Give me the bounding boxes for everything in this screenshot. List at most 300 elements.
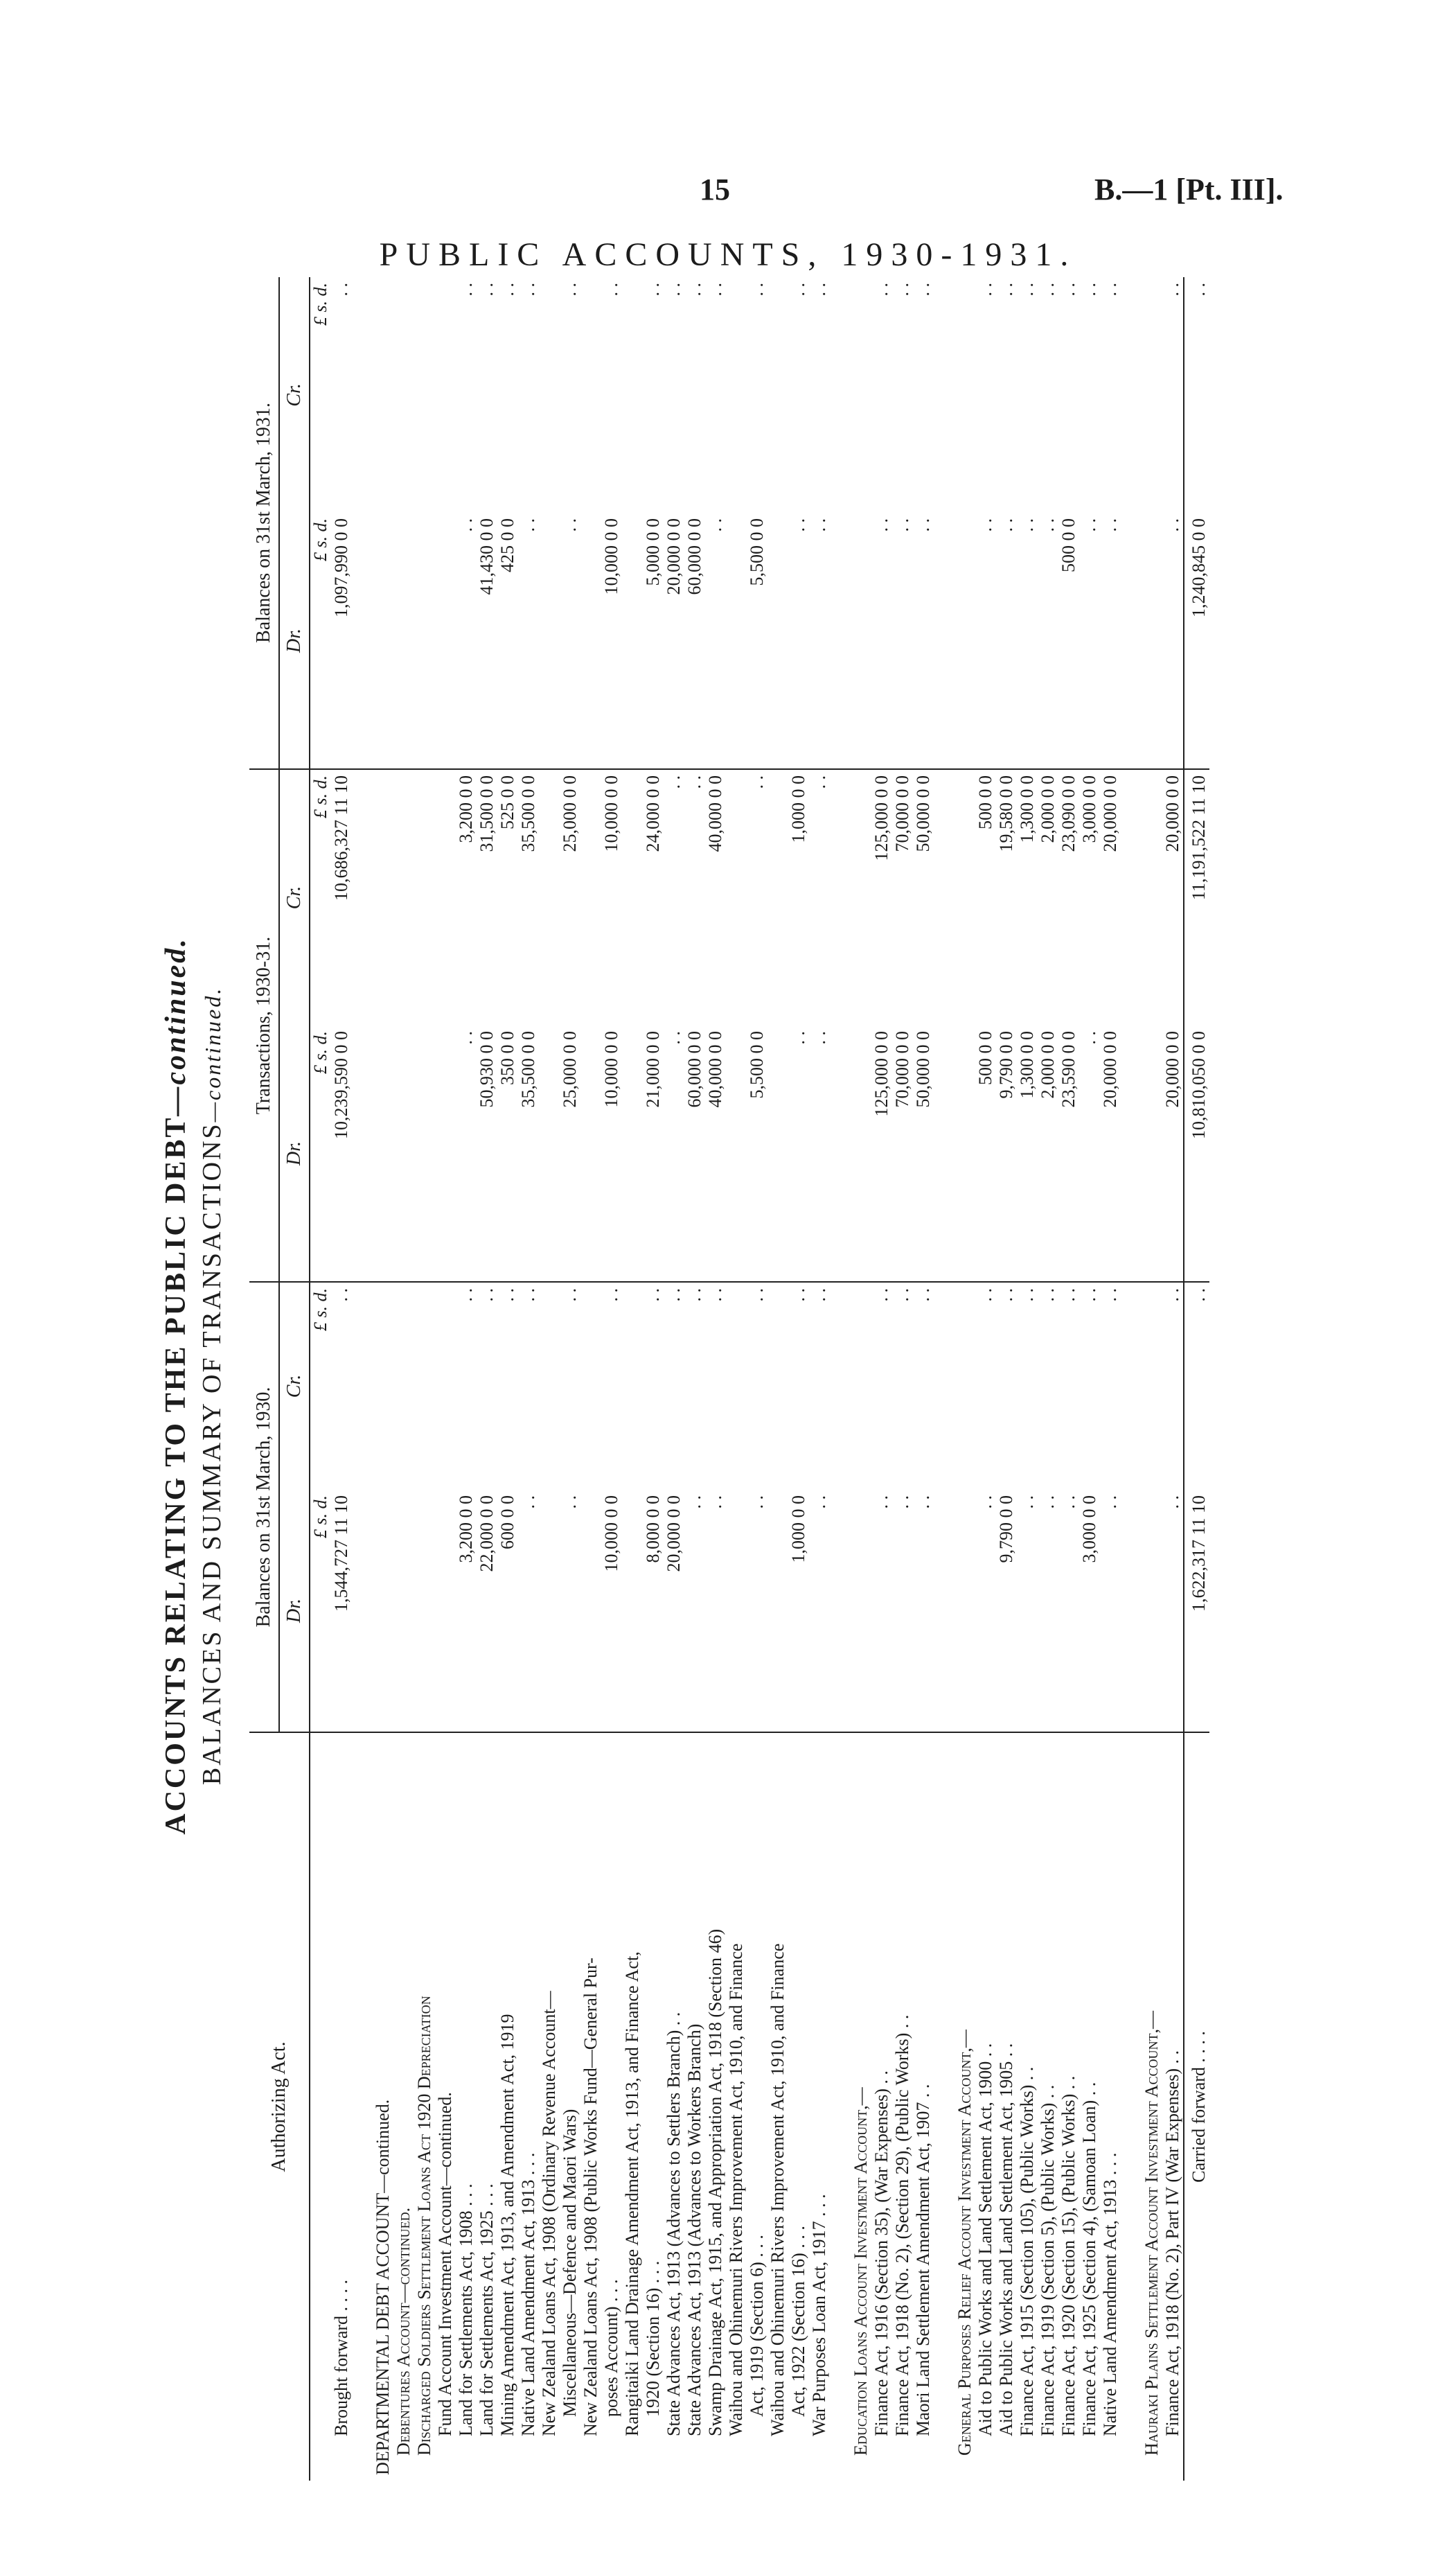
cell-c31: . . xyxy=(892,282,912,297)
cell-d31: . . xyxy=(1038,513,1058,769)
cell-d30 xyxy=(767,1490,788,1732)
cell-c31: . . xyxy=(1100,282,1120,297)
row-label: State Advances Act, 1913 (Advances to Workers Branch) xyxy=(684,2023,704,2436)
cell-tdr xyxy=(1121,1026,1142,1282)
cell-d31: . . xyxy=(975,513,996,769)
cell-c31: . . xyxy=(477,282,497,297)
total-tcr: 11,191,522 11 10 xyxy=(1184,769,1209,1026)
table-row xyxy=(414,277,435,2481)
row-label: Finance Act, 1916 (Section 35), (War Expenses) . . xyxy=(871,2070,891,2436)
cell-d31 xyxy=(1121,513,1142,769)
table-row xyxy=(664,277,684,2481)
col-dr-1930: Dr. xyxy=(279,1490,310,1732)
cell-d30: . . xyxy=(747,1490,767,1732)
cell-tdr: . . xyxy=(664,1026,684,1282)
total-tdr: 10,810,050 0 0 xyxy=(1184,1026,1209,1282)
row-label: Miscellaneous—Defence and Maori Wars) xyxy=(560,2109,580,2417)
cell-d30: 20,000 0 0 xyxy=(664,1490,684,1732)
units-row xyxy=(310,277,331,2481)
col-balances-1931: Balances on 31st March, 1931. xyxy=(249,277,279,769)
table-row xyxy=(871,277,892,2481)
row-label: Act, 1922 (Section 16) . . . xyxy=(788,2226,808,2417)
cell-tcr: 3,200 0 0 xyxy=(456,775,476,843)
row-label: Waihou and Ohinemuri Rivers Improvement Act, 1910, and Finance xyxy=(726,1943,746,2436)
cell-d31: . . xyxy=(892,513,913,769)
cell-tcr: 40,000 0 0 xyxy=(705,775,725,852)
table-row xyxy=(539,277,560,2481)
cell-d31: . . xyxy=(1100,513,1121,769)
cell-d31: . . xyxy=(996,513,1017,769)
cell-tdr: 5,500 0 0 xyxy=(747,1026,767,1282)
table-row xyxy=(830,277,851,2481)
cell-c31: . . xyxy=(684,282,704,297)
cell-tdr xyxy=(830,1026,851,1282)
cell-tcr: 50,000 0 0 xyxy=(913,775,933,852)
cell-c30: . . xyxy=(456,1287,476,1302)
cell-d30 xyxy=(830,1490,851,1732)
cell-d31 xyxy=(934,513,955,769)
col-authorizing-act: Authorizing Act. xyxy=(249,1732,310,2481)
cell-tdr: 9,790 0 0 xyxy=(996,1026,1017,1282)
total-row xyxy=(1184,277,1209,2481)
col-cr-1930: Cr. xyxy=(279,1282,310,1490)
cell-tcr xyxy=(1142,769,1162,1026)
row-label: Aid to Public Works and Land Settlement Act, 1905 . . xyxy=(996,2043,1016,2436)
cell-tcr xyxy=(830,769,851,1026)
cell-d30 xyxy=(393,1490,414,1732)
cell-d31: 60,000 0 0 xyxy=(684,513,705,769)
cell-tcr xyxy=(851,769,871,1026)
cell-c30: . . xyxy=(913,1287,933,1302)
table-row xyxy=(809,277,830,2481)
cell-tdr: 35,500 0 0 xyxy=(518,1026,539,1282)
cell-tcr: 1,300 0 0 xyxy=(1017,775,1037,843)
cell-c31 xyxy=(1121,277,1142,513)
cell-tcr: 125,000 0 0 xyxy=(871,775,891,861)
cell-d30 xyxy=(622,1490,643,1732)
cell-tdr: 50,930 0 0 xyxy=(477,1026,497,1282)
row-label: War Purposes Loan Act, 1917 . . . xyxy=(809,2194,829,2436)
cell-c30 xyxy=(373,1282,393,1490)
cell-tcr xyxy=(539,769,560,1026)
row-label: Finance Act, 1919 (Section 5), (Public Works) . . xyxy=(1038,2084,1058,2436)
units-cell-d30: £ s. d. xyxy=(310,1490,331,1732)
cell-tcr: 3,000 0 0 xyxy=(1079,775,1099,843)
table-row xyxy=(1142,277,1162,2481)
row-label: Finance Act, 1918 (No. 2), (Section 29), (Public Works) . . xyxy=(892,2014,912,2436)
cell-c30 xyxy=(767,1282,788,1490)
cell-tdr xyxy=(622,1026,643,1282)
cell-tcr: 25,000 0 0 xyxy=(560,775,580,852)
cell-c31: . . xyxy=(913,282,933,297)
cell-d31: 5,500 0 0 xyxy=(747,513,767,769)
cell-c30: . . xyxy=(664,1287,684,1302)
row-label: New Zealand Loans Act, 1908 (Public Works Fund—General Pur- xyxy=(580,1957,601,2436)
cell-c31 xyxy=(830,277,851,513)
col-cr-1931: Cr. xyxy=(279,277,310,513)
cell-d31 xyxy=(435,513,456,769)
accounts-table xyxy=(249,277,1209,2481)
table-row xyxy=(1121,277,1142,2481)
cell-tcr: . . xyxy=(664,775,684,789)
cell-tcr xyxy=(726,769,747,1026)
cell-d30: . . xyxy=(560,1490,580,1732)
cell-d30: . . xyxy=(913,1490,934,1732)
cell-c30 xyxy=(1121,1282,1142,1490)
row-label: Mining Amendment Act, 1913, and Amendment Act, 1919 xyxy=(497,2014,517,2436)
cell-tdr: 2,000 0 0 xyxy=(1038,1026,1058,1282)
cell-c30: . . xyxy=(477,1287,497,1302)
cell-d30: . . xyxy=(871,1490,892,1732)
cell-d31: . . xyxy=(518,513,539,769)
cell-c30: . . xyxy=(1058,1287,1078,1302)
cell-tdr: 60,000 0 0 xyxy=(684,1026,705,1282)
row-label: DEPARTMENTAL DEBT ACCOUNT—continued. xyxy=(373,2099,393,2475)
cell-d30: . . xyxy=(1100,1490,1121,1732)
cell-tdr: 23,590 0 0 xyxy=(1058,1026,1079,1282)
cell-tdr xyxy=(539,1026,560,1282)
cell-d31: . . xyxy=(871,513,892,769)
cell-d30: . . xyxy=(1017,1490,1038,1732)
cell-c31 xyxy=(622,277,643,513)
cell-c30: . . xyxy=(560,1287,580,1302)
cell-d31 xyxy=(373,513,393,769)
cell-c31 xyxy=(955,277,975,513)
cell-tcr: 20,000 0 0 xyxy=(1162,775,1182,852)
row-label: Finance Act, 1920 (Section 15), (Public Works) . . xyxy=(1058,2075,1078,2436)
cell-c31: . . xyxy=(809,282,829,297)
cell-d31: . . xyxy=(560,513,580,769)
cell-d30: . . xyxy=(975,1490,996,1732)
cell-c30: . . xyxy=(643,1287,663,1302)
table-row xyxy=(1100,277,1121,2481)
table-row xyxy=(331,277,352,2481)
cell-c31 xyxy=(539,277,560,513)
cell-c31: . . xyxy=(518,282,538,297)
row-label: Finance Act, 1918 (No. 2), Part IV (War Expenses) . . xyxy=(1162,2050,1182,2436)
row-label: Rangitaiki Land Drainage Amendment Act, 1913, and Finance Act, xyxy=(622,1951,642,2436)
cell-c30: . . xyxy=(331,1287,351,1302)
cell-c31: . . xyxy=(1017,282,1037,297)
cell-d31: 41,430 0 0 xyxy=(477,513,497,769)
cell-d30: . . xyxy=(684,1490,705,1732)
cell-tdr: 20,000 0 0 xyxy=(1100,1026,1121,1282)
row-label xyxy=(352,1732,373,2481)
cell-c30: . . xyxy=(601,1287,621,1302)
table-row xyxy=(352,277,373,2481)
row-label: New Zealand Loans Act, 1908 (Ordinary Revenue Account— xyxy=(539,1991,559,2436)
cell-d31 xyxy=(539,513,560,769)
table-subheading xyxy=(197,305,227,2467)
row-label: Native Land Amendment Act, 1913 . . . xyxy=(518,2152,538,2436)
cell-c30: . . xyxy=(497,1287,517,1302)
cell-d30 xyxy=(435,1490,456,1732)
cell-c30 xyxy=(393,1282,414,1490)
cell-c30 xyxy=(580,1282,601,1490)
table-row xyxy=(1017,277,1038,2481)
cell-c30 xyxy=(539,1282,560,1490)
row-label: 1920 (Section 16) . . . xyxy=(643,2260,663,2417)
cell-tcr xyxy=(352,769,373,1026)
cell-c31: . . xyxy=(788,282,808,297)
cell-c31: . . xyxy=(601,282,621,297)
table-row xyxy=(373,277,393,2481)
cell-c30: . . xyxy=(809,1287,829,1302)
cell-d31: . . xyxy=(788,513,809,769)
cell-d30: 3,200 0 0 xyxy=(456,1490,477,1732)
cell-tdr xyxy=(955,1026,975,1282)
table-row xyxy=(996,277,1017,2481)
cell-d30 xyxy=(726,1490,747,1732)
table-row xyxy=(393,277,414,2481)
row-label: Land for Settlements Act, 1925 . . . xyxy=(477,2183,497,2436)
cell-c30: . . xyxy=(1017,1287,1037,1302)
table-row xyxy=(934,277,955,2481)
col-cr-trans: Cr. xyxy=(279,769,310,1026)
total-label: Carried forward . . . . xyxy=(1184,1732,1209,2481)
cell-c30: . . xyxy=(1038,1287,1058,1302)
cell-d30: 22,000 0 0 xyxy=(477,1490,497,1732)
cell-c31: . . xyxy=(1038,282,1058,297)
cell-c31: . . xyxy=(331,282,351,297)
cell-d30 xyxy=(373,1490,393,1732)
cell-tcr xyxy=(414,769,435,1026)
cell-tcr xyxy=(373,769,393,1026)
cell-d30 xyxy=(955,1490,975,1732)
cell-c30 xyxy=(955,1282,975,1490)
cell-tdr: 10,000 0 0 xyxy=(601,1026,622,1282)
row-label: Discharged Soldiers Settlement Loans Act 1920 Depreciation xyxy=(414,1996,434,2456)
cell-d30: 9,790 0 0 xyxy=(996,1490,1017,1732)
cell-c30 xyxy=(830,1282,851,1490)
row-label xyxy=(934,1732,955,2481)
heading-suffix: —continued. xyxy=(160,937,192,1116)
cell-d31: 425 0 0 xyxy=(497,513,518,769)
table-row xyxy=(477,277,497,2481)
cell-c30: . . xyxy=(705,1287,725,1302)
row-label: General Purposes Relief Account Investment Account,— xyxy=(955,2030,975,2456)
cell-c31: . . xyxy=(497,282,517,297)
cell-d31: 20,000 0 0 xyxy=(664,513,684,769)
cell-c31 xyxy=(393,277,414,513)
table-row xyxy=(747,277,767,2481)
cell-tdr xyxy=(1142,1026,1162,1282)
col-dr-1931: Dr. xyxy=(279,513,310,769)
cell-d31 xyxy=(955,513,975,769)
cell-tdr: 40,000 0 0 xyxy=(705,1026,726,1282)
row-label: Education Loans Account Investment Account,— xyxy=(851,2087,871,2456)
cell-tcr: . . xyxy=(684,775,704,789)
row-label: Aid to Public Works and Land Settlement Act, 1900 . . xyxy=(975,2043,995,2436)
cell-c30 xyxy=(622,1282,643,1490)
cell-tcr: 31,500 0 0 xyxy=(477,775,497,852)
cell-d30: . . xyxy=(1162,1490,1184,1732)
cell-tdr xyxy=(414,1026,435,1282)
table-heading xyxy=(159,305,193,2467)
cell-c31: . . xyxy=(747,282,767,297)
row-label: Maori Land Settlement Amendment Act, 1907 . . xyxy=(913,2084,933,2436)
cell-d30: 10,000 0 0 xyxy=(601,1490,622,1732)
cell-c31 xyxy=(934,277,955,513)
cell-c31: . . xyxy=(643,282,663,297)
table-row xyxy=(1038,277,1058,2481)
cell-c31: . . xyxy=(664,282,684,297)
cell-tdr: 10,239,590 0 0 xyxy=(331,1026,352,1282)
cell-c31: . . xyxy=(1058,282,1078,297)
table-row xyxy=(601,277,622,2481)
cell-tcr xyxy=(1121,769,1142,1026)
cell-c30: . . xyxy=(747,1287,767,1302)
cell-tdr xyxy=(352,1026,373,1282)
cell-d30 xyxy=(580,1490,601,1732)
cell-c31 xyxy=(414,277,435,513)
cell-d31: . . xyxy=(1079,513,1100,769)
table-row xyxy=(767,277,788,2481)
cell-d30: 3,000 0 0 xyxy=(1079,1490,1100,1732)
cell-tdr xyxy=(726,1026,747,1282)
table-row xyxy=(560,277,580,2481)
row-label: Brought forward . . . . xyxy=(331,2279,351,2436)
cell-d30: . . xyxy=(705,1490,726,1732)
cell-tcr: 23,090 0 0 xyxy=(1058,775,1078,852)
cell-c30: . . xyxy=(1162,1287,1182,1302)
cell-tdr: 125,000 0 0 xyxy=(871,1026,892,1282)
cell-tcr: 525 0 0 xyxy=(497,775,517,829)
cell-c31 xyxy=(1142,277,1162,513)
cell-tcr: 24,000 0 0 xyxy=(643,775,663,852)
units-label-cell xyxy=(310,1732,331,2481)
cell-c31 xyxy=(435,277,456,513)
cell-c31 xyxy=(373,277,393,513)
cell-tdr: 20,000 0 0 xyxy=(1162,1026,1184,1282)
cell-tdr: 350 0 0 xyxy=(497,1026,518,1282)
row-label: Fund Account Investment Account—continued. xyxy=(435,2092,455,2436)
table-row xyxy=(518,277,539,2481)
cell-tcr xyxy=(435,769,456,1026)
table-row xyxy=(1162,277,1184,2481)
cell-c31: . . xyxy=(560,282,580,297)
cell-c31: . . xyxy=(1162,282,1182,297)
cell-tdr xyxy=(393,1026,414,1282)
row-label: Finance Act, 1925 (Section 4), (Samoan Loan) . . xyxy=(1079,2081,1099,2436)
units-cell-d31: £ s. d. xyxy=(310,513,331,769)
cell-tcr: 70,000 0 0 xyxy=(892,775,912,852)
units-cell-c30: £ s. d. xyxy=(310,1287,330,1332)
cell-c30 xyxy=(726,1282,747,1490)
cell-tdr: 1,300 0 0 xyxy=(1017,1026,1038,1282)
cell-d30: 1,544,727 11 10 xyxy=(331,1490,352,1732)
cell-c30 xyxy=(1142,1282,1162,1490)
cell-tdr: . . xyxy=(1079,1026,1100,1282)
cell-d31: 5,000 0 0 xyxy=(643,513,664,769)
cell-c30: . . xyxy=(1100,1287,1120,1302)
cell-d31 xyxy=(1142,513,1162,769)
cell-c31: . . xyxy=(996,282,1016,297)
cell-c30: . . xyxy=(892,1287,912,1302)
cell-d30: . . xyxy=(1038,1490,1058,1732)
table-row xyxy=(1079,277,1100,2481)
cell-tdr xyxy=(435,1026,456,1282)
table-row xyxy=(435,277,456,2481)
cell-tcr xyxy=(955,769,975,1026)
cell-d30 xyxy=(414,1490,435,1732)
cell-d30 xyxy=(851,1490,871,1732)
cell-tdr xyxy=(851,1026,871,1282)
table-row xyxy=(705,277,726,2481)
cell-tcr xyxy=(934,769,955,1026)
cell-d31 xyxy=(580,513,601,769)
cell-c30: . . xyxy=(1079,1287,1099,1302)
table-row xyxy=(913,277,934,2481)
cell-tdr: 500 0 0 xyxy=(975,1026,996,1282)
paper-reference: B.—1 [Pt. III]. xyxy=(1094,173,1284,206)
cell-c30: . . xyxy=(871,1287,891,1302)
cell-d31: . . xyxy=(456,513,477,769)
table-body xyxy=(310,277,1209,2481)
subheading-suffix: —continued. xyxy=(200,986,225,1123)
subheading-text: BALANCES AND SUMMARY OF TRANSACTIONS xyxy=(197,1122,227,1786)
cell-tcr: 10,686,327 11 10 xyxy=(331,775,351,901)
header-row-groups xyxy=(249,277,279,2481)
cell-c31 xyxy=(352,277,373,513)
table-row xyxy=(497,277,518,2481)
cell-tcr: . . xyxy=(747,775,767,789)
table-row xyxy=(684,277,705,2481)
cell-c30 xyxy=(851,1282,871,1490)
cell-d31: . . xyxy=(913,513,934,769)
cell-d30: . . xyxy=(518,1490,539,1732)
row-label xyxy=(1121,1732,1142,2481)
cell-c30 xyxy=(934,1282,955,1490)
cell-c30: . . xyxy=(684,1287,704,1302)
page-number: 15 xyxy=(700,173,730,206)
cell-tdr: 70,000 0 0 xyxy=(892,1026,913,1282)
table-row xyxy=(643,277,664,2481)
col-dr-trans: Dr. xyxy=(279,1026,310,1282)
total-c31: . . xyxy=(1184,277,1209,513)
cell-c30 xyxy=(435,1282,456,1490)
cell-tdr xyxy=(373,1026,393,1282)
row-label: Hauraki Plains Settlement Account Investment Account,— xyxy=(1142,2010,1162,2456)
cell-d31: . . xyxy=(809,513,830,769)
cell-c31 xyxy=(726,277,747,513)
cell-tcr: 2,000 0 0 xyxy=(1038,775,1058,843)
cell-d30: 8,000 0 0 xyxy=(643,1490,664,1732)
cell-d30 xyxy=(352,1490,373,1732)
cell-tdr: 50,000 0 0 xyxy=(913,1026,934,1282)
row-label: Debentures Account—continued. xyxy=(393,2207,414,2456)
units-cell-tcr: £ s. d. xyxy=(310,775,330,819)
rotated-accounts-table xyxy=(159,277,1351,2481)
cell-d30 xyxy=(1121,1490,1142,1732)
cell-c31 xyxy=(580,277,601,513)
cell-c30: . . xyxy=(996,1287,1016,1302)
cell-c31: . . xyxy=(871,282,891,297)
row-label xyxy=(830,1732,851,2481)
cell-d30: 1,000 0 0 xyxy=(788,1490,809,1732)
cell-c31: . . xyxy=(975,282,995,297)
table-row xyxy=(456,277,477,2481)
cell-tcr: 1,000 0 0 xyxy=(788,775,808,843)
cell-c30 xyxy=(352,1282,373,1490)
cell-d31: . . xyxy=(1162,513,1184,769)
table-row xyxy=(580,277,601,2481)
total-d31: 1,240,845 0 0 xyxy=(1184,513,1209,769)
cell-c30 xyxy=(414,1282,435,1490)
row-label: Native Land Amendment Act, 1913 . . . xyxy=(1100,2152,1120,2436)
cell-c30: . . xyxy=(518,1287,538,1302)
table-row xyxy=(788,277,809,2481)
